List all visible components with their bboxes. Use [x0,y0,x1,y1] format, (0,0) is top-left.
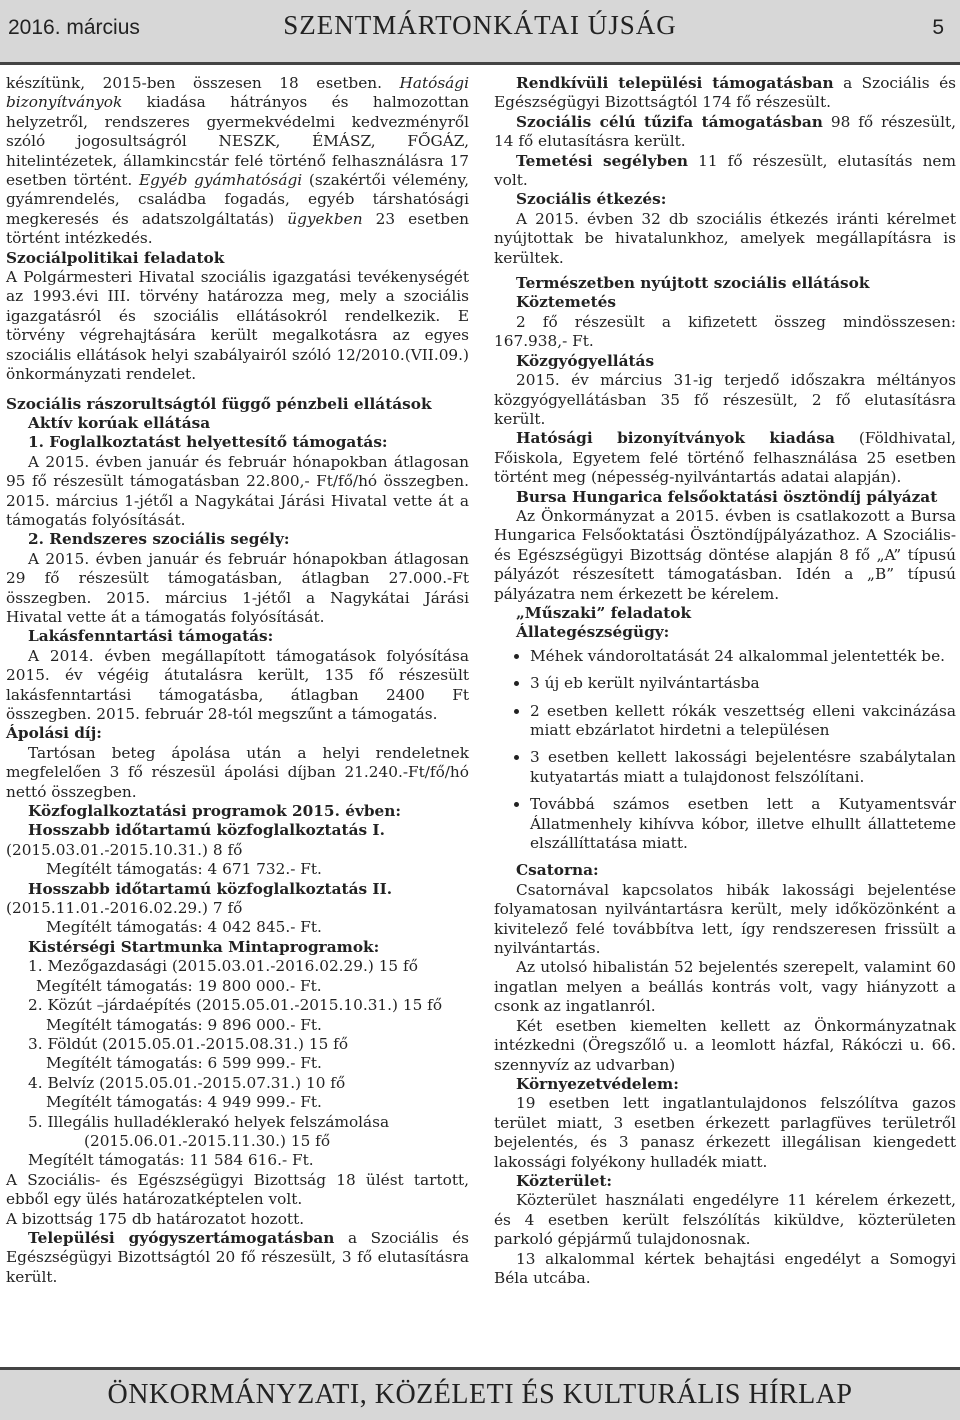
program-item-title: 2. Közút –járdaépítés (2015.05.01.-2015.10.31.) 15 fő [28,996,443,1015]
right-column [494,74,956,1288]
program-heading: Hosszabb időtartamú közfoglalkoztatás II. [28,879,393,898]
subsection-heading: Közterület: [516,1171,613,1190]
left-column [6,74,469,1287]
body-paragraph: A 2015. évben 32 db szociális étkezés iránti kérelmet nyújtottak be hivatalunkhoz, amelyek megállapításra is kerültek. [494,209,956,267]
body-paragraph: 19 esetben lett ingatlantulajdonos felszólítva gazos terület miatt, 3 esetben érkezett parlagfüves területről bejelentés, és 3 panasz érkezett illegálisan kiengedett lakossági folyékony hulladék miatt. [494,1094,956,1171]
animal-health-list [494,647,956,854]
subsection-heading: Állategészségügy: [516,623,670,642]
program-item-title: 1. Mezőgazdasági (2015.03.01.-2016.02.29.) 15 fő [28,957,418,976]
program-amount: Megítélt támogatás: 4 042 845.- Ft. [46,918,322,937]
program-item-title: 5. Illegális hulladéklerakó helyek felszámolása [28,1112,390,1131]
inline-heading: Rendkívüli települési támogatásban [516,74,834,92]
intro-italic: Egyéb gyámhatósági [138,171,303,190]
inline-heading: Szociális célú tűzifa támogatásban [516,112,823,131]
body-paragraph [6,1229,469,1287]
body-paragraph: A Polgármesteri Hivatal szociális igazgatási tevékenységét az 1993.évi III. törvény határozza meg, mely a szociális igazgatásról és szociális ellátásokról rendelkezik. E törvény végrehajtására került megalkotásra az egyes szociális ellátások helyi szabályairól szóló 12/2010.(VII.09.) önkormányzati rendelet. [6,268,469,384]
program-heading: Hosszabb időtartamú közfoglalkoztatás I. [28,821,385,840]
body-paragraph: A 2015. évben január és február hónapokban átlagosan 95 fő részesült támogatásban 22.800,- Ft/fő/hó összegben. 2015. március 1-jétől a Nagykátai Járási Hivatal vette át a támogatás folyósítását. [6,452,469,529]
inline-text: 11 fő részesült, elutasítás nem volt. [494,151,956,190]
body-paragraph [494,74,956,113]
section-heading: Szociálpolitikai feladatok [6,248,225,267]
subsection-heading: 2. Rendszeres szociális segély: [28,530,290,549]
subsection-heading: Köztemetés [516,293,616,312]
subsection-heading: Környezetvédelem: [516,1074,679,1093]
program-amount: Megítélt támogatás: 11 584 616.- Ft. [28,1151,314,1170]
body-paragraph: A Szociális- és Egészségügyi Bizottság 18 ülést tartott, ebből egy ülés határozatképtelen volt. [6,1170,469,1209]
body-paragraph: Közterület használati engedélyre 11 kérelem érkezett, és 4 esetben került felszólítás kiküldve, közterületen parkoló gépjármű tulajdonosnak. [494,1191,956,1249]
intro-italic: Hatósági bizonyítványok [6,74,469,112]
body-paragraph: Két esetben kiemelten kellett az Önkormányzatnak intézkedni (Öregszőlő u. a leomlott házfal, Rákóczi u. 66. szennyvíz az udvarban) [494,1016,956,1074]
intro-paragraph [6,74,469,249]
body-paragraph: A 2014. évben megállapított támogatások folyósítása 2015. év végéig átutalásra került, 135 fő részesült lakásfenntartási támogatásba, átlagban 2400 Ft összegben. 2015. február 28-tól megszűnt a támogatás. [6,646,469,723]
list-item: • Méhek vándoroltatását 24 alkalommal jelentették be. [530,647,956,666]
section-heading: Közfoglalkoztatási programok 2015. évben: [28,802,402,821]
program-amount: Megítélt támogatás: 9 896 000.- Ft. [46,1015,322,1034]
intro-text: készítünk, 2015-ben összesen 18 esetben. [6,74,400,92]
inline-heading: Temetési segélyben [516,151,689,170]
program-amount: Megítélt támogatás: 4 671 732.- Ft. [46,860,322,879]
inline-text: 98 fő részesült, 14 fő elutasításra került. [494,112,956,151]
body-paragraph: Az Önkormányzat a 2015. évben is csatlakozott a Bursa Hungarica Felsőoktatási Ösztöndíjpályázathoz. A Szociális- és Egészségügyi Bizottság döntése alapján 8 fő „A” típusú pályázót részesített támogatásban. Idén a „B” típusú pályázatra nem érkezett be kérelem. [494,506,956,603]
program-amount: Megítélt támogatás: 19 800 000.- Ft. [36,976,322,995]
body-paragraph [494,429,956,487]
body-paragraph: A bizottság 175 db határozatot hozott. [6,1209,305,1228]
inline-text: a Szociális és Egészségügyi Bizottságtól 174 fő részesült. [494,74,956,112]
intro-text: kiadása hátrányos és halmozottan helyzetről, rendszeres gyermekvédelmi kedvezményről szóló jogosultságról NESZK, ÉMÁSZ, FŐGÁZ, hitelintézetek, államkincstár felé történő felhasználásra 17 esetben történt. [6,93,469,190]
program-period: (2015.06.01.-2015.11.30.) 15 fő [84,1131,331,1150]
page-header [0,0,960,62]
subsection-heading: Ápolási díj: [6,724,102,743]
subsection-heading: Csatorna: [516,861,599,880]
list-item: • 2 esetben kellett rókák veszettség elleni vakcinázása miatt ebzárlatot hirdetni a településen [530,702,956,741]
body-paragraph [494,113,956,152]
program-period: (2015.03.01.-2015.10.31.) 8 fő [6,840,243,859]
body-paragraph [494,152,956,191]
intro-text: 23 esetben történt intézkedés. [6,209,469,248]
issue-date: 2016. március [8,16,140,39]
body-paragraph: Tartósan beteg ápolása után a helyi rendeletnek megfelelően 3 fő részesül ápolási díjban 21.240.-Ft/fő/hó nettó összegben. [6,743,469,801]
subsection-heading: Közgyógyellátás [516,351,655,370]
subsection-heading: Szociális étkezés: [516,190,667,209]
section-heading: „Műszaki” feladatok [516,603,692,622]
inline-text: (Földhivatal, Főiskola, Egyetem felé történő felhasználása 25 esetben történt meg (népesség-nyilvántartás adatai alapján). [494,429,957,487]
body-paragraph: 2015. év március 31-ig terjedő időszakra méltányos közgyógyellátásban 35 fő részesült, 2 fő elutasításra került. [494,371,956,428]
section-heading: Természetben nyújtott szociális ellátások [516,274,870,293]
body-paragraph: A 2015. évben január és február hónapokban átlagosan 29 fő részesült támogatásban, átlagban 27.000.-Ft összegben. 2015. március 1-jétől a Nagykátai Járási Hivatal vette át a támogatás folyósítását. [6,549,469,626]
header-divider [0,62,960,65]
section-heading: Szociális rászorultságtól függő pénzbeli ellátások [6,394,432,413]
body-paragraph: 2 fő részesült a kifizetett összeg mindösszesen: 167.938,- Ft. [494,312,956,351]
body-paragraph: Az utolsó hibalistán 52 bejelentés szerepelt, valamint 60 ingatlan melyen a beállás kontrás volt, vagy hiányzott a csonk az ingatlanról. [494,958,956,1016]
program-item-title: 3. Földút (2015.05.01.-2015.08.31.) 15 fő [28,1034,349,1053]
inline-text: a Szociális és Egészségügyi Bizottságtól 20 fő részesült, 3 fő elutasításra került. [6,1228,469,1286]
program-item-title: 4. Belvíz (2015.05.01.-2015.07.31.) 10 fő [28,1073,346,1092]
subsection-heading: 1. Foglalkoztatást helyettesítő támogatás: [28,433,388,452]
program-amount: Megítélt támogatás: 6 599 999.- Ft. [46,1054,322,1073]
intro-italic: ügyekben [287,209,363,228]
subsection-heading: Aktív korúak ellátása [28,413,211,432]
body-paragraph: 13 alkalommal kértek behajtási engedélyt a Somogyi Béla utcába. [494,1249,956,1287]
inline-heading: Hatósági bizonyítványok kiadása [516,429,835,448]
subsection-heading: Lakásfenntartási támogatás: [28,627,274,646]
page-number: 5 [932,16,944,39]
subsection-heading: Bursa Hungarica felsőoktatási ösztöndíj pályázat [516,487,938,506]
list-item: • Továbbá számos esetben lett a Kutyamentsvár Állatmenhely kihívva kóbor, illetve elhullt állatteteme elszállíttatása miatt. [530,795,956,853]
program-amount: Megítélt támogatás: 4 949 999.- Ft. [46,1093,322,1112]
newspaper-title: SZENTMÁRTONKÁTAI ÚJSÁG [283,10,677,40]
page-footer: ÖNKORMÁNYZATI, KÖZÉLETI ÉS KULTURÁLIS HÍRLAP [0,1370,960,1420]
program-heading: Kistérségi Startmunka Mintaprogramok: [28,937,380,956]
program-period: (2015.11.01.-2016.02.29.) 7 fő [6,899,243,918]
list-item: • 3 új eb került nyilvántartásba [530,674,956,693]
body-paragraph: Csatornával kapcsolatos hibák lakossági bejelentése folyamatosan nyilvántartásra került, mely időközönként a kivitelező felé továbbítva lett, így rendszeresen frissült a nyilvántartás. [494,880,956,958]
inline-heading: Települési gyógyszertámogatásban [28,1228,335,1247]
list-item: • 3 esetben kellett lakossági bejelentésre szabálytalan kutyatartás miatt a tulajdonost felszólítani. [530,748,956,787]
intro-text: (szakértői vélemény, gyámrendelés, családba fogadás, egyéb társhatósági megkeresés és adatszolgáltatás) [6,171,469,228]
